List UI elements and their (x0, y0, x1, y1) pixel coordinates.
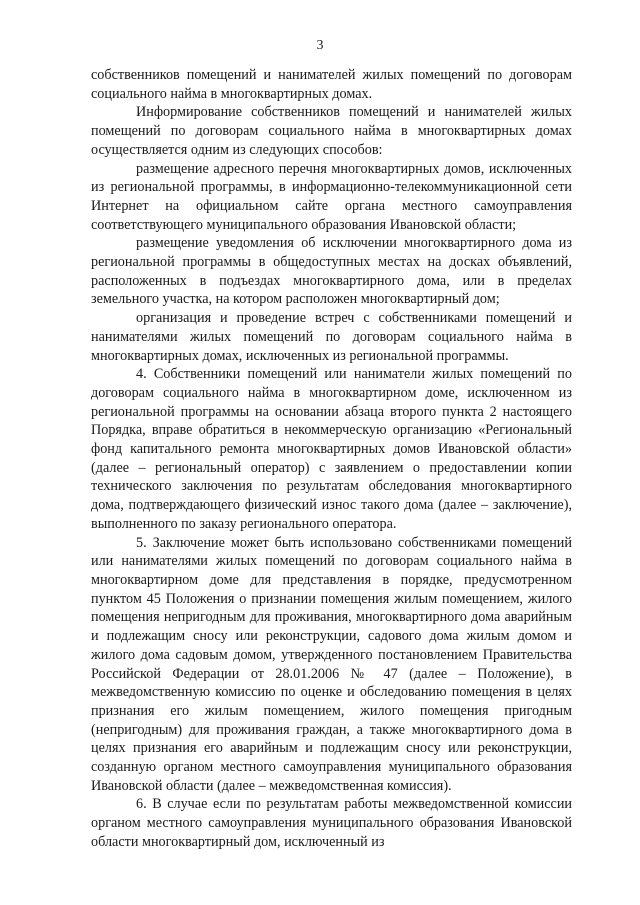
paragraph-continuation: собственников помещений и нанимателей жилых помещений по договорам социального найма в многоквартирных домах. (91, 67, 572, 102)
list-item-meetings: организация и проведение встреч с собственниками помещений и нанимателями жилых помещений по договорам социального найма в многоквартирных домах, исключенных из региональной программы. (91, 310, 572, 364)
paragraph-clause-4: 4. Собственники помещений или наниматели жилых помещений по договорам социального найма в многоквартирном доме, исключенном из региональной программы на основании абзаца второго пункта 2 настоящего Порядка, вправе обратиться в некоммерческую организацию «Региональный фонд капитального ремонта многоквартирных домов Ивановской области» (далее – региональный оператор) с заявлением о предоставлении копии технического заключения по результатам обследования многоквартирного дома, подтверждающего физический износ такого дома (далее – заключение), выполненного по заказу регионального оператора. (91, 366, 572, 532)
list-item-notice-boards: размещение уведомления об исключении многоквартирного дома из региональной программы в общедоступных местах на досках объявлений, расположенных в подъездах многоквартирного дома, или в пределах земельного участка, на котором расположен многоквартирный дом; (91, 235, 572, 308)
paragraph-informing-methods: Информирование собственников помещений и нанимателей жилых помещений по договорам социального найма в многоквартирных домах осуществляется одним из следующих способов: (91, 104, 572, 158)
page-number: 3 (316, 38, 324, 53)
paragraph-clause-6: 6. В случае если по результатам работы межведомственной комиссии органом местного самоуправления муниципального образования Ивановской области многоквартирный дом, исключенный из (91, 796, 572, 850)
paragraph-clause-5: 5. Заключение может быть использовано собственниками помещений или нанимателями жилых помещений по договорам социального найма в многоквартирном доме для представления в порядке, предусмотренном пунктом 45 Положения о признании помещения жилым помещением, жилого помещения непригодным для проживания, многоквартирного дома аварийным и подлежащим сносу или реконструкции, садового дома жилым домом и жилого дома садовым домом, утвержденного постановлением Правительства Российской Федерации от 28.01.2006 № 47 (далее – Положение), в межведомственную комиссию по оценке и обследованию помещения в целях признания его жилым помещением, жилого помещения пригодным (непригодным) для проживания граждан, а также многоквартирного дома в целях признания его аварийным и подлежащим сносу или реконструкции, созданную органом местного самоуправления муниципального образования Ивановской области (далее – межведомственная комиссия). (91, 534, 572, 794)
list-item-website-publication: размещение адресного перечня многоквартирных домов, исключенных из региональной программы, в информационно-телекоммуникационной сети Интернет на официальном сайте органа местного самоуправления соответствующего муниципального образования Ивановской области; (91, 160, 572, 233)
document-body (91, 66, 572, 852)
